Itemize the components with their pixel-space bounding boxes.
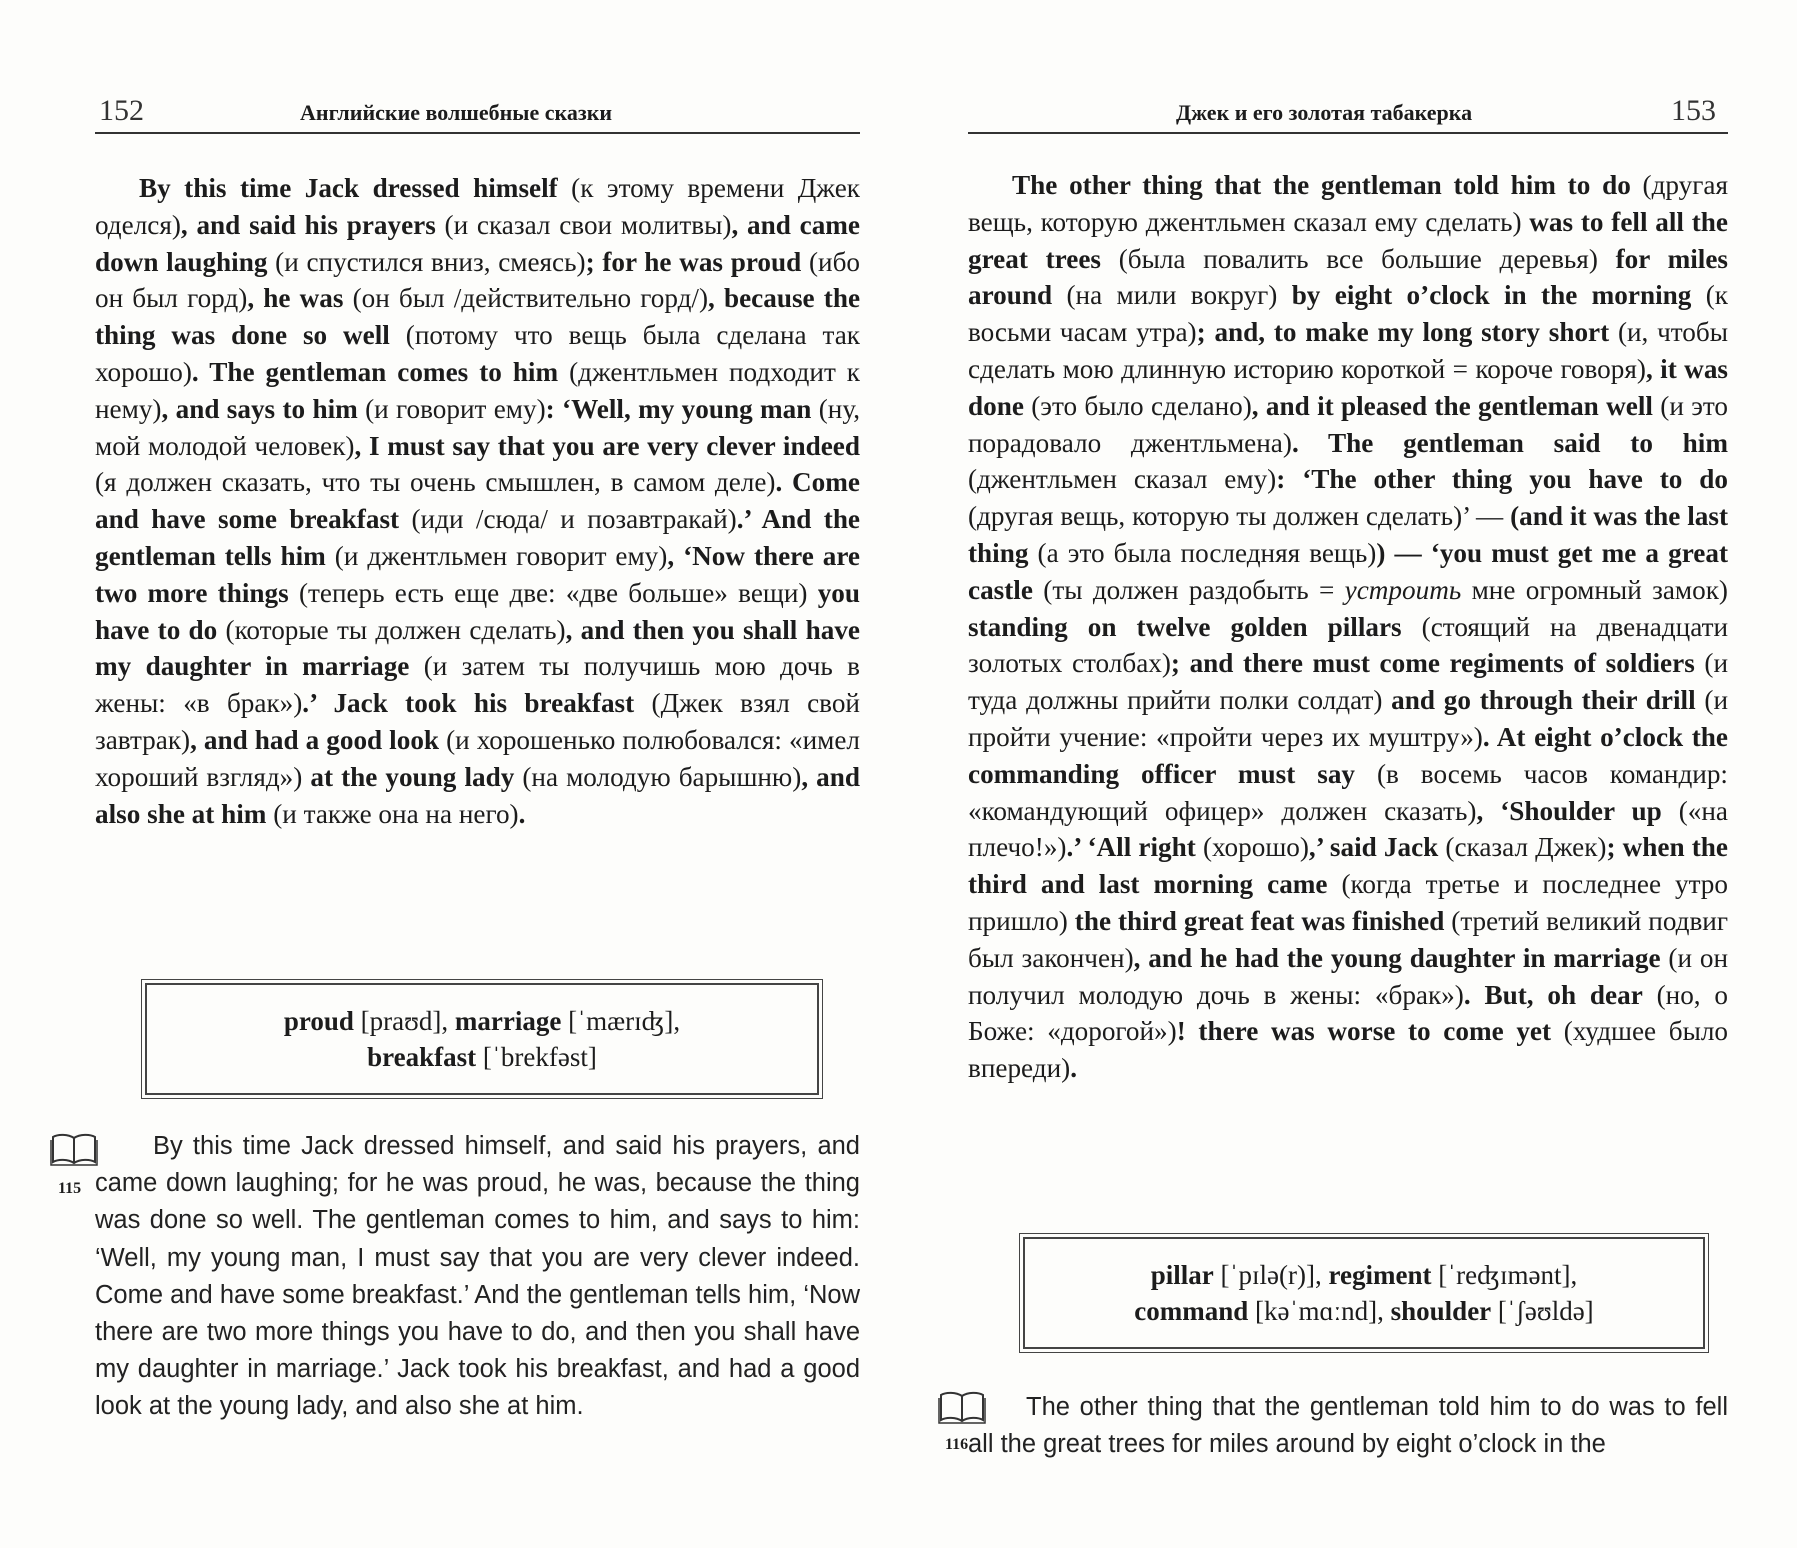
english-phrase: , ‘Shoulder up bbox=[1476, 795, 1662, 826]
vocab-line bbox=[147, 1003, 817, 1039]
running-title: Английские волшебные сказки bbox=[300, 100, 613, 125]
translation-text: (хорошо) bbox=[1195, 832, 1309, 863]
english-phrase: . The gentleman said to him bbox=[1291, 427, 1729, 458]
vocabulary-box bbox=[145, 983, 819, 1095]
translation-text: (джентльмен подходит к нему) bbox=[95, 356, 860, 424]
english-phrase: at the young lady bbox=[302, 761, 515, 792]
translation-text: (ты должен раздобыть = bbox=[1032, 574, 1345, 605]
audio-text: By this time Jack dressed himself, and said his prayers, and came down laughing; for he was proud, he was, because the thing was done so well. The gentleman comes to him, and says to him: ‘Well, my young man, I must say that you are very clever indeed. Come and have some breakfast.’ And the gentleman tells him, ‘Now there are two more things you have to do, and then you shall have my daughter in marriage.’ Jack took his breakfast, and had a good look at the young lady, and also she at him. bbox=[95, 1132, 860, 1421]
english-phrase: the third great feat was finished bbox=[1074, 905, 1445, 936]
english-phrase: : ‘The other thing you have to do bbox=[1276, 464, 1729, 495]
english-phrase: , and came down laughing bbox=[95, 209, 861, 277]
english-phrase: , and then you shall have my daughter in marriage bbox=[95, 614, 860, 682]
translation-text: (и джентльмен говорит ему) bbox=[325, 540, 668, 571]
translation-text: (когда третье и последнее утро пришло) bbox=[968, 869, 1728, 936]
vocab-line bbox=[1025, 1257, 1703, 1293]
translation-text: [kəˈmɑːnd], bbox=[1248, 1296, 1391, 1326]
translation-text: [ˈʃəʊldə] bbox=[1491, 1296, 1594, 1326]
translation-text: (и спустился вниз, смеясь) bbox=[267, 246, 586, 277]
translation-text: (другая вещь, которую джентльмен сказал ему сделать) bbox=[968, 170, 1728, 237]
translation-text: (он был /действительно горд/) bbox=[343, 283, 709, 314]
english-phrase: , and says to him bbox=[161, 393, 358, 424]
translation-text: (и говорит ему) bbox=[357, 393, 546, 424]
translation-text: [ˈmærɪʤ], bbox=[561, 1006, 681, 1036]
translation-text: [praʊd], bbox=[353, 1006, 455, 1036]
vocab-line bbox=[1025, 1293, 1703, 1329]
english-phrase: . bbox=[1070, 1053, 1077, 1084]
english-phrase: pillar bbox=[1150, 1260, 1214, 1290]
english-phrase: ! there was worse to come yet bbox=[1176, 1016, 1552, 1047]
translation-text: (к восьми часам утра) bbox=[968, 280, 1729, 348]
english-phrase: , I must say that you are very clever indeed bbox=[354, 430, 860, 461]
english-phrase: , because the thing was done so well bbox=[95, 283, 861, 351]
translation-text: (и также она на него) bbox=[266, 798, 519, 829]
audio-track-number: 116 bbox=[945, 1436, 969, 1453]
english-phrase: .’ And the gentleman tells him bbox=[95, 504, 861, 571]
english-phrase: ; when the third and last morning came bbox=[968, 832, 1728, 900]
open-book-icon bbox=[50, 1132, 98, 1166]
english-phrase: ,’ said Jack bbox=[1308, 832, 1439, 863]
english-phrase: for miles around bbox=[968, 243, 1728, 311]
translation-text: (а это была последняя вещь) bbox=[1028, 537, 1377, 568]
translation-text: (к этому времени Джек оделся) bbox=[95, 173, 860, 240]
page-number: 152 bbox=[99, 94, 144, 127]
translation-text: (на мили вокруг) bbox=[1052, 280, 1292, 311]
translation-text: (потому что вещь была сделана так хорошо) bbox=[95, 320, 860, 387]
main-paragraph bbox=[968, 167, 1728, 1087]
english-phrase: standing on twelve golden pillars bbox=[968, 611, 1402, 642]
english-phrase: you have to do bbox=[95, 577, 860, 645]
translation-text: устроить bbox=[1344, 574, 1462, 605]
translation-text: (сказал Джек) bbox=[1438, 832, 1607, 863]
translation-text: (ну, мой молодой человек) bbox=[95, 393, 861, 461]
english-phrase: , and said his prayers bbox=[180, 209, 436, 240]
translation-text: («на плечо!») bbox=[968, 795, 1728, 863]
translation-text: (третий великий подвиг был закончен) bbox=[968, 905, 1729, 973]
audio-text: The other thing that the gentleman told him to do was to fell all the great trees for miles around by eight o’clock in the bbox=[968, 1393, 1728, 1459]
english-phrase: command bbox=[1134, 1296, 1249, 1326]
main-paragraph bbox=[95, 170, 860, 832]
english-phrase: , and also she at him bbox=[95, 761, 860, 829]
english-phrase: shoulder bbox=[1390, 1296, 1492, 1326]
english-phrase: (and it was the last thing bbox=[968, 501, 1728, 568]
translation-text: (и это порадовало джентльмена) bbox=[968, 390, 1728, 458]
english-phrase: and go through their drill bbox=[1391, 685, 1696, 716]
english-phrase: , and it pleased the gentleman well bbox=[1251, 390, 1653, 421]
translation-text: (и затем ты получишь мою дочь в жены: «в брак») bbox=[95, 651, 860, 719]
english-phrase: . bbox=[518, 798, 526, 829]
translation-text: (я должен сказать, что ты очень смышлен, в самом деле) bbox=[95, 467, 776, 498]
english-phrase: . Come and have some breakfast bbox=[95, 467, 860, 535]
translation-text: (в восемь часов командир: «командующий офицер» должен сказать) bbox=[968, 758, 1728, 826]
translation-text: (и сказал свои молитвы) bbox=[435, 209, 732, 240]
translation-text: [ˈbrekfəst] bbox=[476, 1042, 597, 1072]
page-header bbox=[968, 88, 1728, 134]
english-phrase: ; for he was proud bbox=[585, 246, 802, 277]
english-phrase: . At eight o’clock the commanding officer must say bbox=[968, 721, 1728, 789]
translation-text: (но, о Боже: «дорогой») bbox=[968, 979, 1729, 1047]
page-header bbox=[95, 88, 860, 134]
english-phrase: . But, oh dear bbox=[1463, 979, 1643, 1010]
vocabulary-box bbox=[1023, 1237, 1705, 1349]
english-phrase: .’ Jack took his breakfast bbox=[302, 688, 635, 719]
translation-text: (и, чтобы сделать мою длинную историю короткой = короче говоря) bbox=[968, 317, 1728, 384]
translation-text: (и пройти учение: «пройти через их муштру») bbox=[968, 685, 1729, 752]
translation-text: мне огромный замок) bbox=[1461, 574, 1728, 605]
translation-text: (и он получил молодую дочь в жены: «брак») bbox=[968, 942, 1728, 1010]
translation-text: (джентльмен сказал ему) bbox=[968, 464, 1277, 495]
english-phrase: marriage bbox=[454, 1006, 562, 1036]
english-phrase: was to fell all the great trees bbox=[968, 206, 1728, 274]
english-phrase: , and had a good look bbox=[190, 724, 440, 755]
english-phrase: breakfast bbox=[367, 1042, 477, 1072]
english-phrase: . The gentleman comes to him bbox=[191, 356, 559, 387]
translation-text: (это было сделано) bbox=[1023, 390, 1252, 421]
running-title: Джек и его золотая табакерка bbox=[1176, 100, 1473, 125]
page-number: 153 bbox=[1671, 94, 1716, 127]
translation-text: (Джек взял свой завтрак) bbox=[95, 688, 860, 755]
translation-text: [ˈreʤɪmənt], bbox=[1431, 1260, 1578, 1290]
translation-text: (ибо он был горд) bbox=[95, 246, 861, 314]
english-phrase: , and he had the young daughter in marriage bbox=[1133, 942, 1661, 973]
english-phrase: , ‘Now there are two more things bbox=[95, 540, 860, 608]
audio-track-number: 115 bbox=[58, 1180, 82, 1197]
translation-text: (другая вещь, которую ты должен сделать)’ — bbox=[968, 501, 1511, 532]
english-phrase: regiment bbox=[1328, 1260, 1432, 1290]
translation-text: (иди /сюда/ и позавтракай) bbox=[399, 504, 737, 535]
english-phrase: : ‘Well, my young man bbox=[545, 393, 812, 424]
english-phrase: by eight o’clock in the morning bbox=[1291, 280, 1692, 311]
translation-text: (и хорошенько полюбовался: «имел хороший взгляд») bbox=[95, 724, 860, 792]
translation-text: (и туда должны прийти полки солдат) bbox=[968, 648, 1728, 716]
english-phrase: , he was bbox=[247, 283, 344, 314]
translation-text: (которые ты должен сделать) bbox=[217, 614, 566, 645]
translation-text: (стоящий на двенадцати золотых столбах) bbox=[968, 611, 1728, 679]
vocab-line bbox=[147, 1039, 817, 1075]
translation-text: [ˈpɪlə(r)], bbox=[1213, 1260, 1329, 1290]
translation-text: (на молодую барышню) bbox=[514, 761, 802, 792]
english-phrase: The other thing that the gentleman told him to do bbox=[1012, 170, 1631, 200]
translation-text: (худшее было впереди) bbox=[968, 1016, 1729, 1084]
english-phrase: ; and, to make my long story short bbox=[1196, 317, 1610, 348]
english-phrase: By this time Jack dressed himself bbox=[139, 173, 558, 203]
english-phrase: proud bbox=[283, 1006, 354, 1036]
english-phrase: ; and there must come regiments of soldiers bbox=[1170, 648, 1695, 679]
english-phrase: .’ ‘All right bbox=[1066, 832, 1196, 863]
translation-text: (теперь есть еще две: «две больше» вещи) bbox=[288, 577, 808, 608]
english-phrase: ) — ‘you must get me a great castle bbox=[968, 537, 1728, 605]
translation-text: (была повалить все большие деревья) bbox=[1100, 243, 1616, 274]
english-phrase: , it was done bbox=[968, 353, 1728, 421]
